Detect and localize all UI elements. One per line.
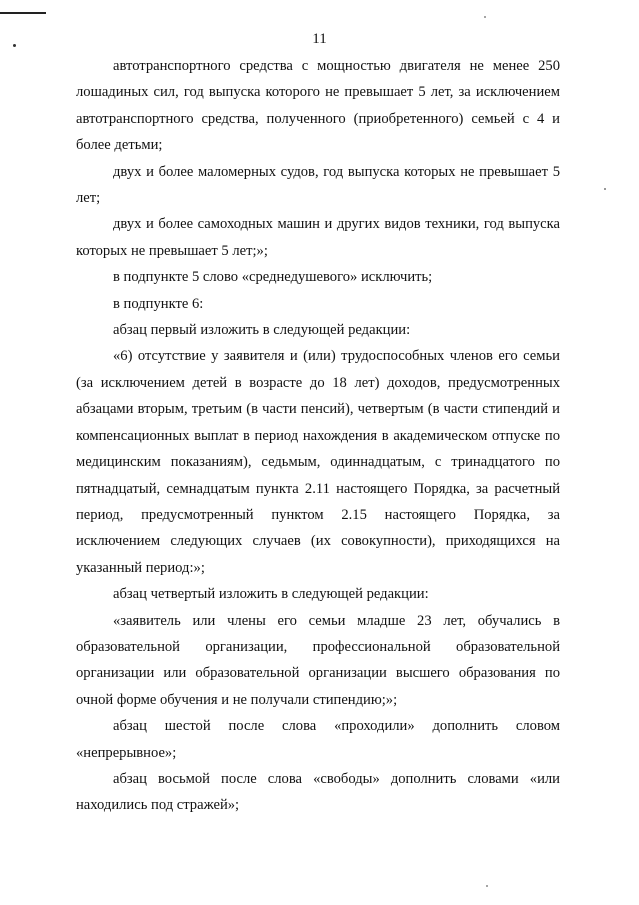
scan-speck bbox=[604, 188, 606, 190]
scan-speck bbox=[486, 885, 488, 887]
paragraph-self-propelled-machines: двух и более самоходных машин и других видов техники, год выпуска которых не превышает 5 лет;»; bbox=[76, 216, 560, 259]
paragraph-small-vessels: двух и более маломерных судов, год выпуска которых не превышает 5 лет; bbox=[76, 163, 560, 207]
page-number: 11 bbox=[312, 31, 327, 47]
paragraph-eighth-abzac: абзац восьмой после слова «свободы» дополнить словами «или находились под стражей»; bbox=[76, 770, 560, 814]
paragraph-fourth-abzac-instruction: абзац четвертый изложить в следующей редакции: bbox=[113, 586, 429, 603]
paragraph-sixth-abzac: абзац шестой после слова «проходили» дополнить словом «непрерывное»; bbox=[76, 718, 560, 761]
document-body bbox=[76, 53, 560, 819]
paragraph-subpoint-6: в подпункте 6: bbox=[113, 295, 204, 312]
paragraph-point-6-text: «6) отсутствие у заявителя и (или) трудоспособных членов его семьи (за исключением детей в возрасте до 18 лет) доходов, предусмотренных абзацами вторым, третьим (в части пенсий), четвертым (в части стипендий и компенсационных выплат в период нахождения в академическом отпуске по медицинским показаниям), седьмым, одиннадцатым, с тринадцатого по пятнадцатый, семнадцатым пункта 2.11 настоящего Порядка, за расчетный период, предусмотренный пунктом 2.15 настоящего Порядка, за исключением следующих случаев (их совокупности), приходящихся на указанный период:»; bbox=[76, 348, 560, 576]
paragraph-students-text: «заявитель или члены его семьи младше 23 лет, обучались в образовательной организации, профессиональной образовательной организации или образовательной организации высшего образования по очной форме обучения и не получали стипендию;»; bbox=[76, 612, 560, 708]
scan-speck bbox=[484, 16, 486, 18]
paragraph-subpoint-5: в подпункте 5 слово «среднедушевого» исключить; bbox=[113, 269, 433, 286]
paragraph-vehicle-exception: автотранспортного средства с мощностью двигателя не менее 250 лошадиных сил, год выпуска которого не превышает 5 лет, за исключением автотранспортного средства, полученного (приобретенного) семьей с 4 и более детьми; bbox=[76, 58, 560, 154]
scan-edge-mark bbox=[0, 12, 46, 14]
paragraph-first-abzac-instruction: абзац первый изложить в следующей редакции: bbox=[113, 322, 411, 339]
